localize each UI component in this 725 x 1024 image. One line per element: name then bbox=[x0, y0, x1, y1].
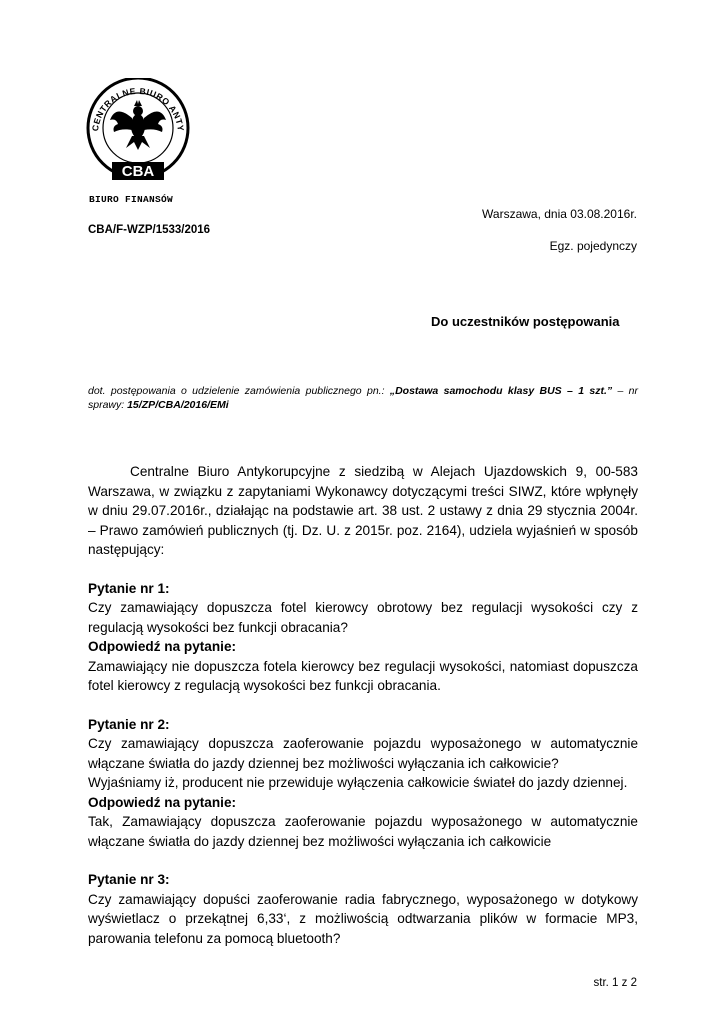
document-date: Warszawa, dnia 03.08.2016r. bbox=[482, 207, 637, 221]
addressee: Do uczestników postępowania bbox=[431, 314, 620, 329]
qa-block-3 bbox=[88, 870, 638, 948]
subject-title: „Dostawa samochodu klasy BUS – 1 szt.” bbox=[389, 385, 613, 397]
question-heading: Pytanie nr 1: bbox=[88, 580, 170, 596]
svg-text:CENTRALNE BIURO ANTYKORUPCYJNE: CENTRALNE BIURO ANTY bbox=[90, 85, 186, 133]
question-text: Czy zamawiający dopuszcza zaoferowanie pojazdu wyposażonego w automatycznie włączane światła do jazdy dziennej bez możliwości wyłączania ich całkowicie? bbox=[88, 736, 638, 771]
intro-paragraph: Centralne Biuro Antykorupcyjne z siedzibą w Alejach Ujazdowskich 9, 00-583 Warszawa, w związku z zapytaniami Wykonawcy dotyczącymi treści SIWZ, które wpłynęły w dniu 29.07.2016r., działając na podstawie art. 38 ust. 2 ustawy z dnia 29 stycznia 2004r. – Prawo zamówień publicznych (tj. Dz. U. z 2015r. poz. 2164), udziela wyjaśnień w sposób następujący: bbox=[88, 464, 638, 557]
answer-text: Tak, Zamawiający dopuszcza zaoferowanie pojazdu wyposażonego w automatycznie włączane światła do jazdy dziennej bez możliwości wyłączania ich całkowicie bbox=[88, 814, 638, 849]
qa-block-2 bbox=[88, 715, 638, 852]
answer-heading: Odpowiedź na pytanie: bbox=[88, 794, 237, 810]
subject-prefix: dot. postępowania o udzielenie zamówienia publicznego pn.: bbox=[88, 385, 390, 397]
logo-badge-text: CBA bbox=[121, 163, 155, 180]
question-heading: Pytanie nr 2: bbox=[88, 716, 170, 732]
answer-heading: Odpowiedź na pytanie: bbox=[88, 639, 237, 654]
question-heading: Pytanie nr 3: bbox=[88, 872, 170, 887]
case-prefix: – nr sprawy: bbox=[88, 385, 639, 411]
case-number: 15/ZP/CBA/2016/EMi bbox=[127, 399, 229, 411]
cba-emblem-icon bbox=[82, 78, 194, 190]
question-text: Czy zamawiający dopuści zaoferowanie radia fabrycznego, wyposażonego w dotykowy wyświetlacz o przekątnej 6,33‘, z możliwością odtwarzania plików w formacie MP3, parowania telefonu za pomocą bluetooth? bbox=[88, 891, 638, 946]
subject-line bbox=[88, 384, 638, 412]
copy-note: Egz. pojedynczy bbox=[549, 239, 637, 253]
question-text: Czy zamawiający dopuszcza fotel kierowcy obrotowy bez regulacji wysokości czy z regulacją wysokości bez funkcji obracania? bbox=[88, 600, 638, 635]
cba-logo bbox=[82, 78, 194, 190]
question-note: Wyjaśniamy iż, producent nie przewiduje wyłączenia całkowicie świateł do jazdy dziennej. bbox=[88, 775, 628, 790]
page-number: str. 1 z 2 bbox=[593, 977, 637, 989]
reference-number: CBA/F-WZP/1533/2016 bbox=[88, 224, 211, 236]
qa-block-1 bbox=[88, 579, 638, 696]
letter-body bbox=[88, 462, 638, 948]
department-name: BIURO FINANSÓW bbox=[89, 194, 174, 205]
answer-text: Zamawiający nie dopuszcza fotela kierowcy bez regulacji wysokości, natomiast dopuszcza fotel kierowcy z regulacją wysokości bez funkcji obracania. bbox=[88, 658, 638, 693]
